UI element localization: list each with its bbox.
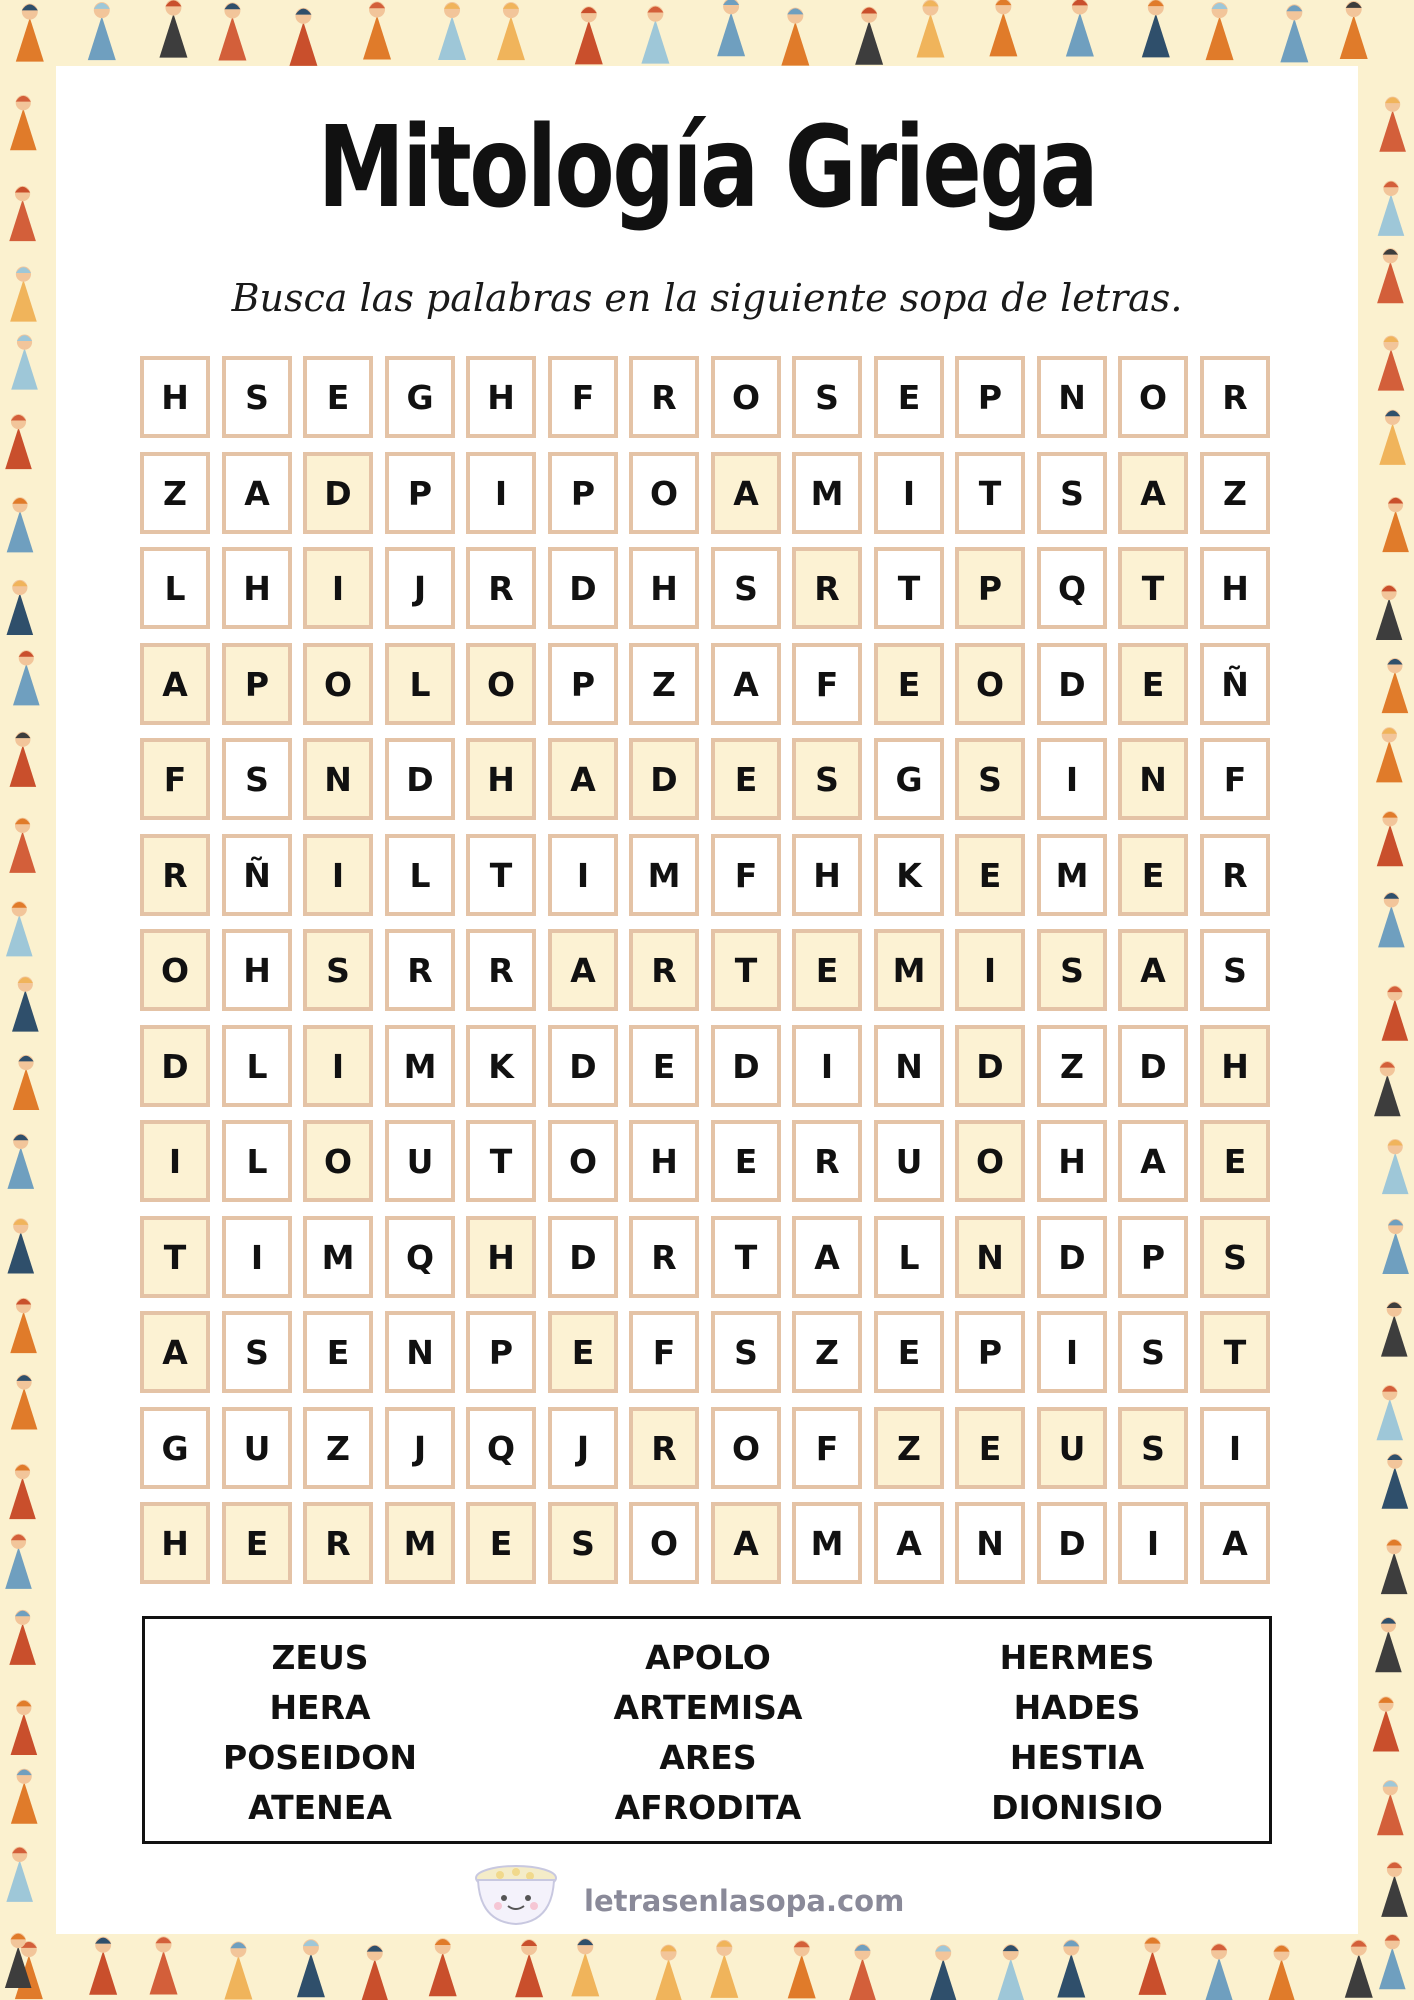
grid-cell[interactable]: G	[874, 738, 944, 820]
grid-cell[interactable]: M	[303, 1216, 373, 1298]
grid-cell[interactable]: I	[222, 1216, 292, 1298]
grid-cell[interactable]: I	[1037, 738, 1107, 820]
grid-cell[interactable]: N	[1118, 738, 1188, 820]
grid-cell[interactable]: L	[385, 643, 455, 725]
grid-cell[interactable]: I	[1200, 1407, 1270, 1489]
grid-cell[interactable]: E	[1118, 643, 1188, 725]
grid-cell[interactable]: S	[222, 738, 292, 820]
grid-cell[interactable]: Z	[1200, 452, 1270, 534]
grid-cell[interactable]: N	[874, 1025, 944, 1107]
grid-cell[interactable]: I	[140, 1120, 210, 1202]
grid-cell[interactable]: S	[222, 1311, 292, 1393]
grid-cell[interactable]: D	[955, 1025, 1025, 1107]
grid-cell[interactable]: U	[874, 1120, 944, 1202]
grid-cell[interactable]: O	[711, 356, 781, 438]
grid-cell[interactable]: N	[303, 738, 373, 820]
grid-cell[interactable]: R	[1200, 834, 1270, 916]
grid-cell[interactable]: J	[548, 1407, 618, 1489]
word-item: ARES	[659, 1738, 757, 1777]
grid-cell[interactable]: E	[629, 1025, 699, 1107]
grid-cell[interactable]: M	[385, 1502, 455, 1584]
grid-cell[interactable]: T	[711, 929, 781, 1011]
grid-cell[interactable]: H	[629, 547, 699, 629]
grid-cell[interactable]: Z	[1037, 1025, 1107, 1107]
grid-cell[interactable]: S	[548, 1502, 618, 1584]
grid-cell[interactable]: R	[466, 929, 536, 1011]
grid-cell[interactable]: T	[466, 834, 536, 916]
grid-cell[interactable]: P	[1118, 1216, 1188, 1298]
grid-cell[interactable]: O	[466, 643, 536, 725]
grid-cell[interactable]: N	[955, 1216, 1025, 1298]
grid-cell[interactable]: H	[1200, 1025, 1270, 1107]
word-list-column-1	[170, 1633, 470, 1833]
grid-cell[interactable]: E	[303, 1311, 373, 1393]
grid-cell[interactable]: Q	[385, 1216, 455, 1298]
grid-cell[interactable]: D	[1037, 1502, 1107, 1584]
grid-cell[interactable]: A	[1118, 452, 1188, 534]
grid-cell[interactable]: T	[1200, 1311, 1270, 1393]
grid-cell[interactable]: E	[955, 1407, 1025, 1489]
grid-cell[interactable]: E	[303, 356, 373, 438]
grid-cell[interactable]: F	[140, 738, 210, 820]
grid-cell[interactable]: A	[548, 929, 618, 1011]
grid-cell[interactable]: A	[1118, 929, 1188, 1011]
grid-cell[interactable]: F	[792, 1407, 862, 1489]
grid-cell[interactable]: G	[140, 1407, 210, 1489]
grid-cell[interactable]: R	[792, 547, 862, 629]
grid-cell[interactable]: N	[385, 1311, 455, 1393]
word-item: AFRODITA	[614, 1788, 802, 1827]
grid-cell[interactable]: H	[466, 738, 536, 820]
site-url[interactable]: letrasenlasopa.com	[584, 1884, 905, 1918]
grid-cell[interactable]: H	[140, 356, 210, 438]
grid-cell[interactable]: F	[792, 643, 862, 725]
grid-cell[interactable]: N	[955, 1502, 1025, 1584]
grid-cell[interactable]: S	[1118, 1311, 1188, 1393]
grid-cell[interactable]: Z	[874, 1407, 944, 1489]
grid-cell[interactable]: R	[629, 1216, 699, 1298]
grid-cell[interactable]: R	[629, 356, 699, 438]
page-title: Mitología Griega	[317, 103, 1097, 233]
grid-cell[interactable]: S	[711, 1311, 781, 1393]
grid-cell[interactable]: M	[385, 1025, 455, 1107]
grid-cell[interactable]: H	[222, 929, 292, 1011]
grid-cell[interactable]: T	[711, 1216, 781, 1298]
grid-cell[interactable]: L	[222, 1025, 292, 1107]
grid-cell[interactable]: D	[385, 738, 455, 820]
grid-cell[interactable]: L	[222, 1120, 292, 1202]
word-item: ARTEMISA	[613, 1688, 803, 1727]
grid-cell[interactable]: H	[629, 1120, 699, 1202]
grid-cell[interactable]: M	[792, 1502, 862, 1584]
word-item: HADES	[1013, 1688, 1141, 1727]
grid-cell[interactable]: D	[548, 547, 618, 629]
grid-cell[interactable]: D	[140, 1025, 210, 1107]
word-item: APOLO	[645, 1638, 771, 1677]
grid-cell[interactable]: D	[548, 1025, 618, 1107]
word-list	[142, 1616, 1272, 1844]
grid-cell[interactable]: F	[548, 356, 618, 438]
grid-cell[interactable]: U	[385, 1120, 455, 1202]
grid-cell[interactable]: A	[711, 643, 781, 725]
word-item: HERMES	[999, 1638, 1155, 1677]
grid-cell[interactable]: R	[629, 929, 699, 1011]
grid-cell[interactable]: H	[792, 834, 862, 916]
grid-cell[interactable]: A	[548, 738, 618, 820]
grid-cell[interactable]: D	[1037, 643, 1107, 725]
grid-cell[interactable]: O	[140, 929, 210, 1011]
grid-cell[interactable]: R	[629, 1407, 699, 1489]
grid-cell[interactable]: O	[303, 1120, 373, 1202]
grid-cell[interactable]: S	[1200, 929, 1270, 1011]
grid-cell[interactable]: D	[303, 452, 373, 534]
grid-cell[interactable]: U	[222, 1407, 292, 1489]
grid-cell[interactable]: R	[385, 929, 455, 1011]
grid-cell[interactable]: D	[1037, 1216, 1107, 1298]
grid-cell[interactable]: L	[140, 547, 210, 629]
grid-cell[interactable]: I	[1037, 1311, 1107, 1393]
word-item: DIONISIO	[991, 1788, 1163, 1827]
grid-cell[interactable]: H	[1037, 1120, 1107, 1202]
word-item: POSEIDON	[223, 1738, 417, 1777]
grid-cell[interactable]: E	[548, 1311, 618, 1393]
word-list-column-3	[927, 1633, 1227, 1833]
grid-cell[interactable]: A	[711, 1502, 781, 1584]
grid-cell[interactable]: D	[1118, 1025, 1188, 1107]
grid-cell[interactable]: A	[222, 452, 292, 534]
grid-cell[interactable]: N	[1037, 356, 1107, 438]
instructions: Busca las palabras en la siguiente sopa de letras.	[231, 276, 1183, 320]
grid-cell[interactable]: M	[792, 452, 862, 534]
grid-cell[interactable]: E	[466, 1502, 536, 1584]
grid-cell[interactable]: I	[466, 452, 536, 534]
grid-cell[interactable]: E	[222, 1502, 292, 1584]
grid-cell[interactable]: O	[1118, 356, 1188, 438]
grid-cell[interactable]: G	[385, 356, 455, 438]
grid-cell[interactable]: S	[955, 738, 1025, 820]
grid-cell[interactable]: T	[466, 1120, 536, 1202]
grid-cell[interactable]: H	[1200, 547, 1270, 629]
word-item: ATENEA	[248, 1788, 392, 1827]
grid-cell[interactable]: A	[874, 1502, 944, 1584]
grid-cell[interactable]: D	[711, 1025, 781, 1107]
grid-cell[interactable]: P	[955, 1311, 1025, 1393]
grid-cell[interactable]: E	[711, 1120, 781, 1202]
grid-cell[interactable]: P	[548, 643, 618, 725]
grid-cell[interactable]: P	[222, 643, 292, 725]
grid-cell[interactable]: A	[1200, 1502, 1270, 1584]
grid-cell[interactable]: O	[629, 452, 699, 534]
grid-cell[interactable]: F	[711, 834, 781, 916]
grid-cell[interactable]: P	[385, 452, 455, 534]
grid-cell[interactable]: S	[222, 356, 292, 438]
grid-cell[interactable]: E	[874, 1311, 944, 1393]
grid-cell[interactable]: E	[874, 643, 944, 725]
grid-cell[interactable]: K	[466, 1025, 536, 1107]
grid-cell[interactable]: P	[955, 547, 1025, 629]
cute-bowl-logo-icon	[470, 1860, 562, 1930]
grid-cell[interactable]: T	[1118, 547, 1188, 629]
grid-cell[interactable]: O	[629, 1502, 699, 1584]
grid-cell[interactable]: M	[1037, 834, 1107, 916]
grid-cell[interactable]: Z	[629, 643, 699, 725]
grid-cell[interactable]: H	[222, 547, 292, 629]
grid-cell[interactable]: I	[955, 929, 1025, 1011]
grid-cell[interactable]: S	[1037, 929, 1107, 1011]
grid-cell[interactable]: T	[874, 547, 944, 629]
grid-cell[interactable]: R	[140, 834, 210, 916]
grid-cell[interactable]: S	[711, 547, 781, 629]
grid-cell[interactable]: Ñ	[1200, 643, 1270, 725]
word-search-grid	[140, 356, 1274, 1588]
grid-cell[interactable]: F	[629, 1311, 699, 1393]
grid-cell[interactable]: S	[792, 356, 862, 438]
grid-cell[interactable]: I	[548, 834, 618, 916]
word-item: ZEUS	[271, 1638, 369, 1677]
grid-cell[interactable]: R	[1200, 356, 1270, 438]
grid-cell[interactable]: A	[1118, 1120, 1188, 1202]
grid-cell[interactable]: M	[874, 929, 944, 1011]
grid-cell[interactable]: J	[385, 547, 455, 629]
grid-cell[interactable]: Z	[303, 1407, 373, 1489]
grid-cell[interactable]: D	[629, 738, 699, 820]
grid-cell[interactable]: M	[629, 834, 699, 916]
grid-cell[interactable]: A	[792, 1216, 862, 1298]
grid-cell[interactable]: U	[1037, 1407, 1107, 1489]
grid-cell[interactable]: O	[711, 1407, 781, 1489]
grid-cell[interactable]: H	[140, 1502, 210, 1584]
grid-cell[interactable]: O	[955, 1120, 1025, 1202]
grid-cell[interactable]: R	[792, 1120, 862, 1202]
grid-cell[interactable]: Z	[140, 452, 210, 534]
grid-cell[interactable]: R	[303, 1502, 373, 1584]
word-item: HERA	[269, 1688, 371, 1727]
grid-cell[interactable]: A	[140, 643, 210, 725]
grid-cell[interactable]: S	[1200, 1216, 1270, 1298]
grid-cell[interactable]: R	[466, 547, 536, 629]
grid-cell[interactable]: D	[548, 1216, 618, 1298]
word-list-column-2	[558, 1633, 858, 1833]
grid-cell[interactable]: K	[874, 834, 944, 916]
grid-cell[interactable]: Q	[466, 1407, 536, 1489]
grid-cell[interactable]: A	[140, 1311, 210, 1393]
grid-cell[interactable]: L	[385, 834, 455, 916]
grid-cell[interactable]: A	[711, 452, 781, 534]
grid-cell[interactable]: P	[548, 452, 618, 534]
grid-cell[interactable]: E	[955, 834, 1025, 916]
grid-cell[interactable]: E	[1118, 834, 1188, 916]
grid-cell[interactable]: S	[1037, 452, 1107, 534]
grid-cell[interactable]: Ñ	[222, 834, 292, 916]
grid-cell[interactable]: T	[955, 452, 1025, 534]
grid-cell[interactable]: I	[1118, 1502, 1188, 1584]
grid-cell[interactable]: J	[385, 1407, 455, 1489]
grid-cell[interactable]: L	[874, 1216, 944, 1298]
grid-cell[interactable]: E	[711, 738, 781, 820]
grid-cell[interactable]: Z	[792, 1311, 862, 1393]
grid-cell[interactable]: I	[303, 834, 373, 916]
grid-cell[interactable]: Q	[1037, 547, 1107, 629]
grid-cell[interactable]: S	[303, 929, 373, 1011]
grid-cell[interactable]: O	[303, 643, 373, 725]
grid-cell[interactable]: I	[792, 1025, 862, 1107]
grid-cell[interactable]: P	[466, 1311, 536, 1393]
grid-cell[interactable]: T	[140, 1216, 210, 1298]
word-item: HESTIA	[1009, 1738, 1145, 1777]
grid-cell[interactable]: F	[1200, 738, 1270, 820]
grid-cell[interactable]: I	[303, 547, 373, 629]
grid-cell[interactable]: S	[792, 738, 862, 820]
grid-cell[interactable]: P	[955, 356, 1025, 438]
grid-cell[interactable]: O	[955, 643, 1025, 725]
grid-cell[interactable]: E	[874, 356, 944, 438]
grid-cell[interactable]: E	[1200, 1120, 1270, 1202]
grid-cell[interactable]: I	[303, 1025, 373, 1107]
grid-cell[interactable]: S	[1118, 1407, 1188, 1489]
grid-cell[interactable]: H	[466, 356, 536, 438]
grid-cell[interactable]: E	[792, 929, 862, 1011]
grid-cell[interactable]: I	[874, 452, 944, 534]
grid-cell[interactable]: H	[466, 1216, 536, 1298]
grid-cell[interactable]: O	[548, 1120, 618, 1202]
